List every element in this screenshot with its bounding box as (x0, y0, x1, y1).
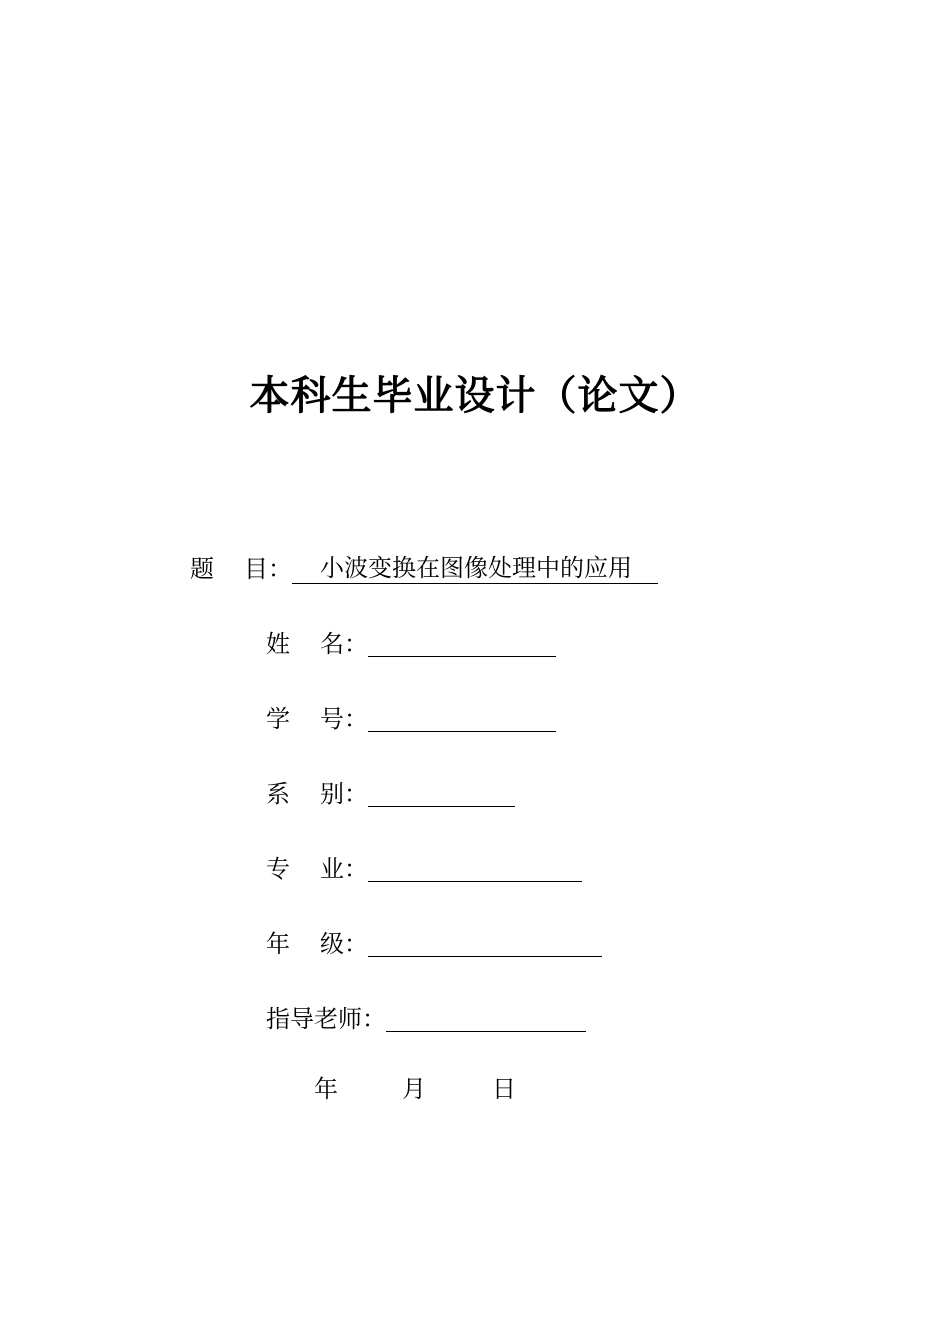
department-label-char-2: 别 (320, 780, 344, 808)
grade-row (266, 925, 602, 959)
name-label-char-2: 名 (320, 630, 344, 658)
topic-label-char-1: 题 (190, 555, 214, 583)
name-label-char-1: 姓 (266, 630, 290, 658)
major-row (266, 850, 582, 884)
department-label (266, 779, 344, 809)
major-label-char-2: 业 (320, 855, 344, 883)
major-blank-line[interactable] (368, 855, 582, 882)
topic-colon: ： (268, 555, 292, 583)
date-day: 日 (492, 1075, 516, 1103)
student-id-label-char-2: 号 (320, 705, 344, 733)
grade-label (266, 929, 344, 959)
grade-blank-line[interactable] (368, 930, 602, 957)
major-colon: ： (344, 855, 368, 883)
grade-label-char-1: 年 (266, 930, 290, 958)
name-colon: ： (344, 630, 368, 658)
topic-label (190, 554, 268, 584)
advisor-row (266, 1000, 586, 1034)
department-blank-line[interactable] (368, 780, 515, 807)
date-month: 月 (402, 1075, 426, 1103)
name-row (266, 625, 556, 659)
department-row (266, 775, 515, 809)
document-title: 本科生毕业设计（论文） (249, 373, 701, 419)
student-id-label (266, 704, 344, 734)
topic-label-char-2: 目 (244, 555, 268, 583)
student-id-label-char-1: 学 (266, 705, 290, 733)
student-id-row (266, 700, 556, 734)
department-colon: ： (344, 780, 368, 808)
major-label-char-1: 专 (266, 855, 290, 883)
advisor-label: 指导老师 (266, 1005, 362, 1033)
advisor-blank-line[interactable] (386, 1005, 586, 1032)
student-id-blank-line[interactable] (368, 705, 556, 732)
department-label-char-1: 系 (266, 780, 290, 808)
advisor-colon: ： (362, 1005, 386, 1033)
date-year: 年 (314, 1075, 338, 1103)
name-blank-line[interactable] (368, 630, 556, 657)
grade-colon: ： (344, 930, 368, 958)
major-label (266, 854, 344, 884)
student-id-colon: ： (344, 705, 368, 733)
topic-row (190, 550, 658, 584)
grade-label-char-2: 级 (320, 930, 344, 958)
name-label (266, 629, 344, 659)
topic-value: 小波变换在图像处理中的应用 (292, 553, 658, 584)
